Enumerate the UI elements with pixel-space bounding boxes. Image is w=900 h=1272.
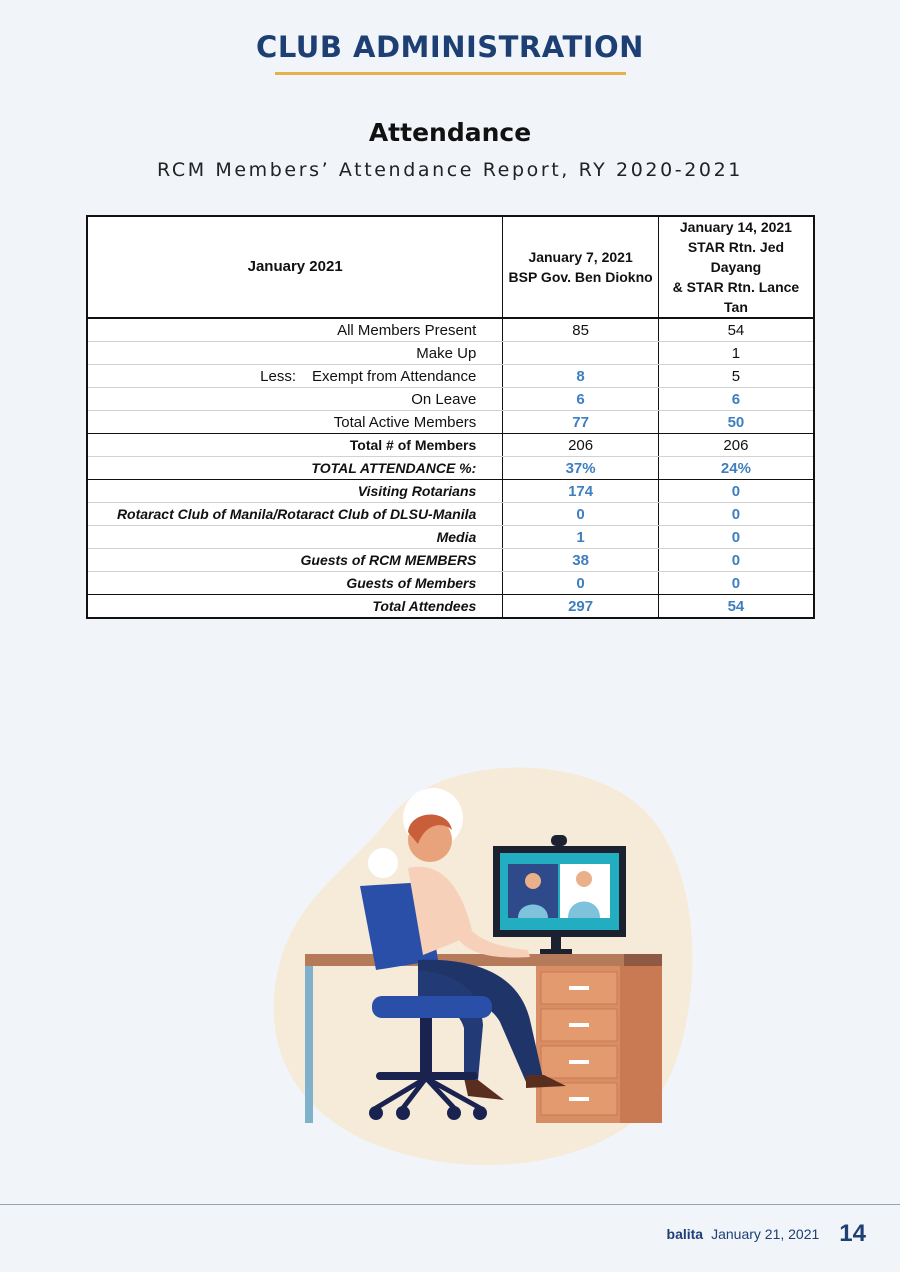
video-call-illustration <box>268 760 698 1170</box>
row-value-jan14: 206 <box>658 434 814 457</box>
row-value-jan7: 0 <box>503 503 659 526</box>
header-jan14-speaker1: STAR Rtn. Jed Dayang <box>687 239 785 275</box>
footer-divider <box>0 1204 900 1205</box>
page-footer <box>667 1220 866 1248</box>
header-jan7-speaker: BSP Gov. Ben Diokno <box>508 269 653 285</box>
row-value-jan7: 37% <box>503 457 659 480</box>
row-value-jan7: 8 <box>503 365 659 388</box>
desk-top-edge <box>624 954 662 966</box>
row-label: Guests of RCM MEMBERS <box>87 549 503 572</box>
bubble-small <box>368 848 398 878</box>
row-label: Total Attendees <box>87 595 503 619</box>
table-row <box>87 342 814 365</box>
page-subheading: RCM Members’ Attendance Report, RY 2020-2021 <box>157 159 743 181</box>
chair-wheel-2 <box>396 1106 410 1120</box>
row-value-jan14: 0 <box>658 549 814 572</box>
header-jan7-date: January 7, 2021 <box>528 249 633 265</box>
page-number: 14 <box>839 1220 866 1247</box>
row-value-jan14: 50 <box>658 411 814 434</box>
row-value-jan14: 5 <box>658 365 814 388</box>
footer-brand: balita <box>666 1226 704 1242</box>
table-row <box>87 526 814 549</box>
header-jan14-speaker2: & STAR Rtn. Lance Tan <box>672 279 800 315</box>
row-value-jan14: 54 <box>658 595 814 619</box>
chair-seat <box>372 996 492 1018</box>
row-value-jan14: 6 <box>658 388 814 411</box>
row-value-jan7 <box>503 342 659 365</box>
row-value-jan7: 85 <box>503 318 659 342</box>
webcam <box>551 835 567 846</box>
row-label: Visiting Rotarians <box>87 480 503 503</box>
drawer-handle-2 <box>569 1023 589 1027</box>
header-jan7 <box>503 216 659 318</box>
chair-wheel-1 <box>369 1106 383 1120</box>
row-label-group <box>87 365 503 388</box>
row-value-jan14: 0 <box>658 572 814 595</box>
chair-post <box>420 1018 432 1073</box>
header-month: January 2021 <box>87 216 503 318</box>
drawer-handle-1 <box>569 986 589 990</box>
row-prefix: Less: <box>260 367 297 385</box>
table-header-row <box>87 216 814 318</box>
row-value-jan7: 297 <box>503 595 659 619</box>
table-row <box>87 434 814 457</box>
desk-leg-left <box>305 966 313 1123</box>
footer-date: January 21, 2021 <box>711 1226 820 1242</box>
row-value-jan14: 0 <box>658 503 814 526</box>
video-person-left-head <box>525 873 541 889</box>
page-heading: Attendance <box>368 118 532 147</box>
chair-wheel-3 <box>447 1106 461 1120</box>
drawer-handle-4 <box>569 1097 589 1101</box>
title-underline <box>275 72 626 75</box>
table-row <box>87 457 814 480</box>
attendance-table <box>86 215 815 619</box>
row-value-jan14: 54 <box>658 318 814 342</box>
row-label: Guests of Members <box>87 572 503 595</box>
table-row <box>87 595 814 619</box>
row-label: Total # of Members <box>87 434 503 457</box>
row-value-jan7: 6 <box>503 388 659 411</box>
drawer-handle-3 <box>569 1060 589 1064</box>
desk-top <box>305 954 662 966</box>
row-label: Rotaract Club of Manila/Rotaract Club of DLSU-Manila <box>87 503 503 526</box>
row-label: On Leave <box>87 388 503 411</box>
row-label: TOTAL ATTENDANCE %: <box>87 457 503 480</box>
table-row <box>87 572 814 595</box>
table-row <box>87 388 814 411</box>
table-row <box>87 503 814 526</box>
monitor-base <box>540 949 572 954</box>
row-value-jan7: 0 <box>503 572 659 595</box>
row-label: Total Active Members <box>87 411 503 434</box>
table-row <box>87 480 814 503</box>
row-value-jan14: 24% <box>658 457 814 480</box>
table-row <box>87 549 814 572</box>
video-person-right-head <box>576 871 592 887</box>
row-value-jan14: 1 <box>658 342 814 365</box>
row-value-jan7: 77 <box>503 411 659 434</box>
section-title: CLUB ADMINISTRATION <box>256 30 644 64</box>
table-row <box>87 318 814 342</box>
row-label: All Members Present <box>87 318 503 342</box>
row-value-jan14: 0 <box>658 526 814 549</box>
row-value-jan7: 1 <box>503 526 659 549</box>
row-value-jan7: 206 <box>503 434 659 457</box>
row-value-jan7: 174 <box>503 480 659 503</box>
row-value-jan7: 38 <box>503 549 659 572</box>
table-row <box>87 365 814 388</box>
drawer-cabinet-side <box>620 966 662 1123</box>
header-jan14-date: January 14, 2021 <box>679 219 792 235</box>
table-row <box>87 411 814 434</box>
row-label: Make Up <box>87 342 503 365</box>
row-label: Media <box>87 526 503 549</box>
header-jan14 <box>658 216 814 318</box>
row-label: Exempt from Attendance <box>312 367 477 385</box>
row-value-jan14: 0 <box>658 480 814 503</box>
